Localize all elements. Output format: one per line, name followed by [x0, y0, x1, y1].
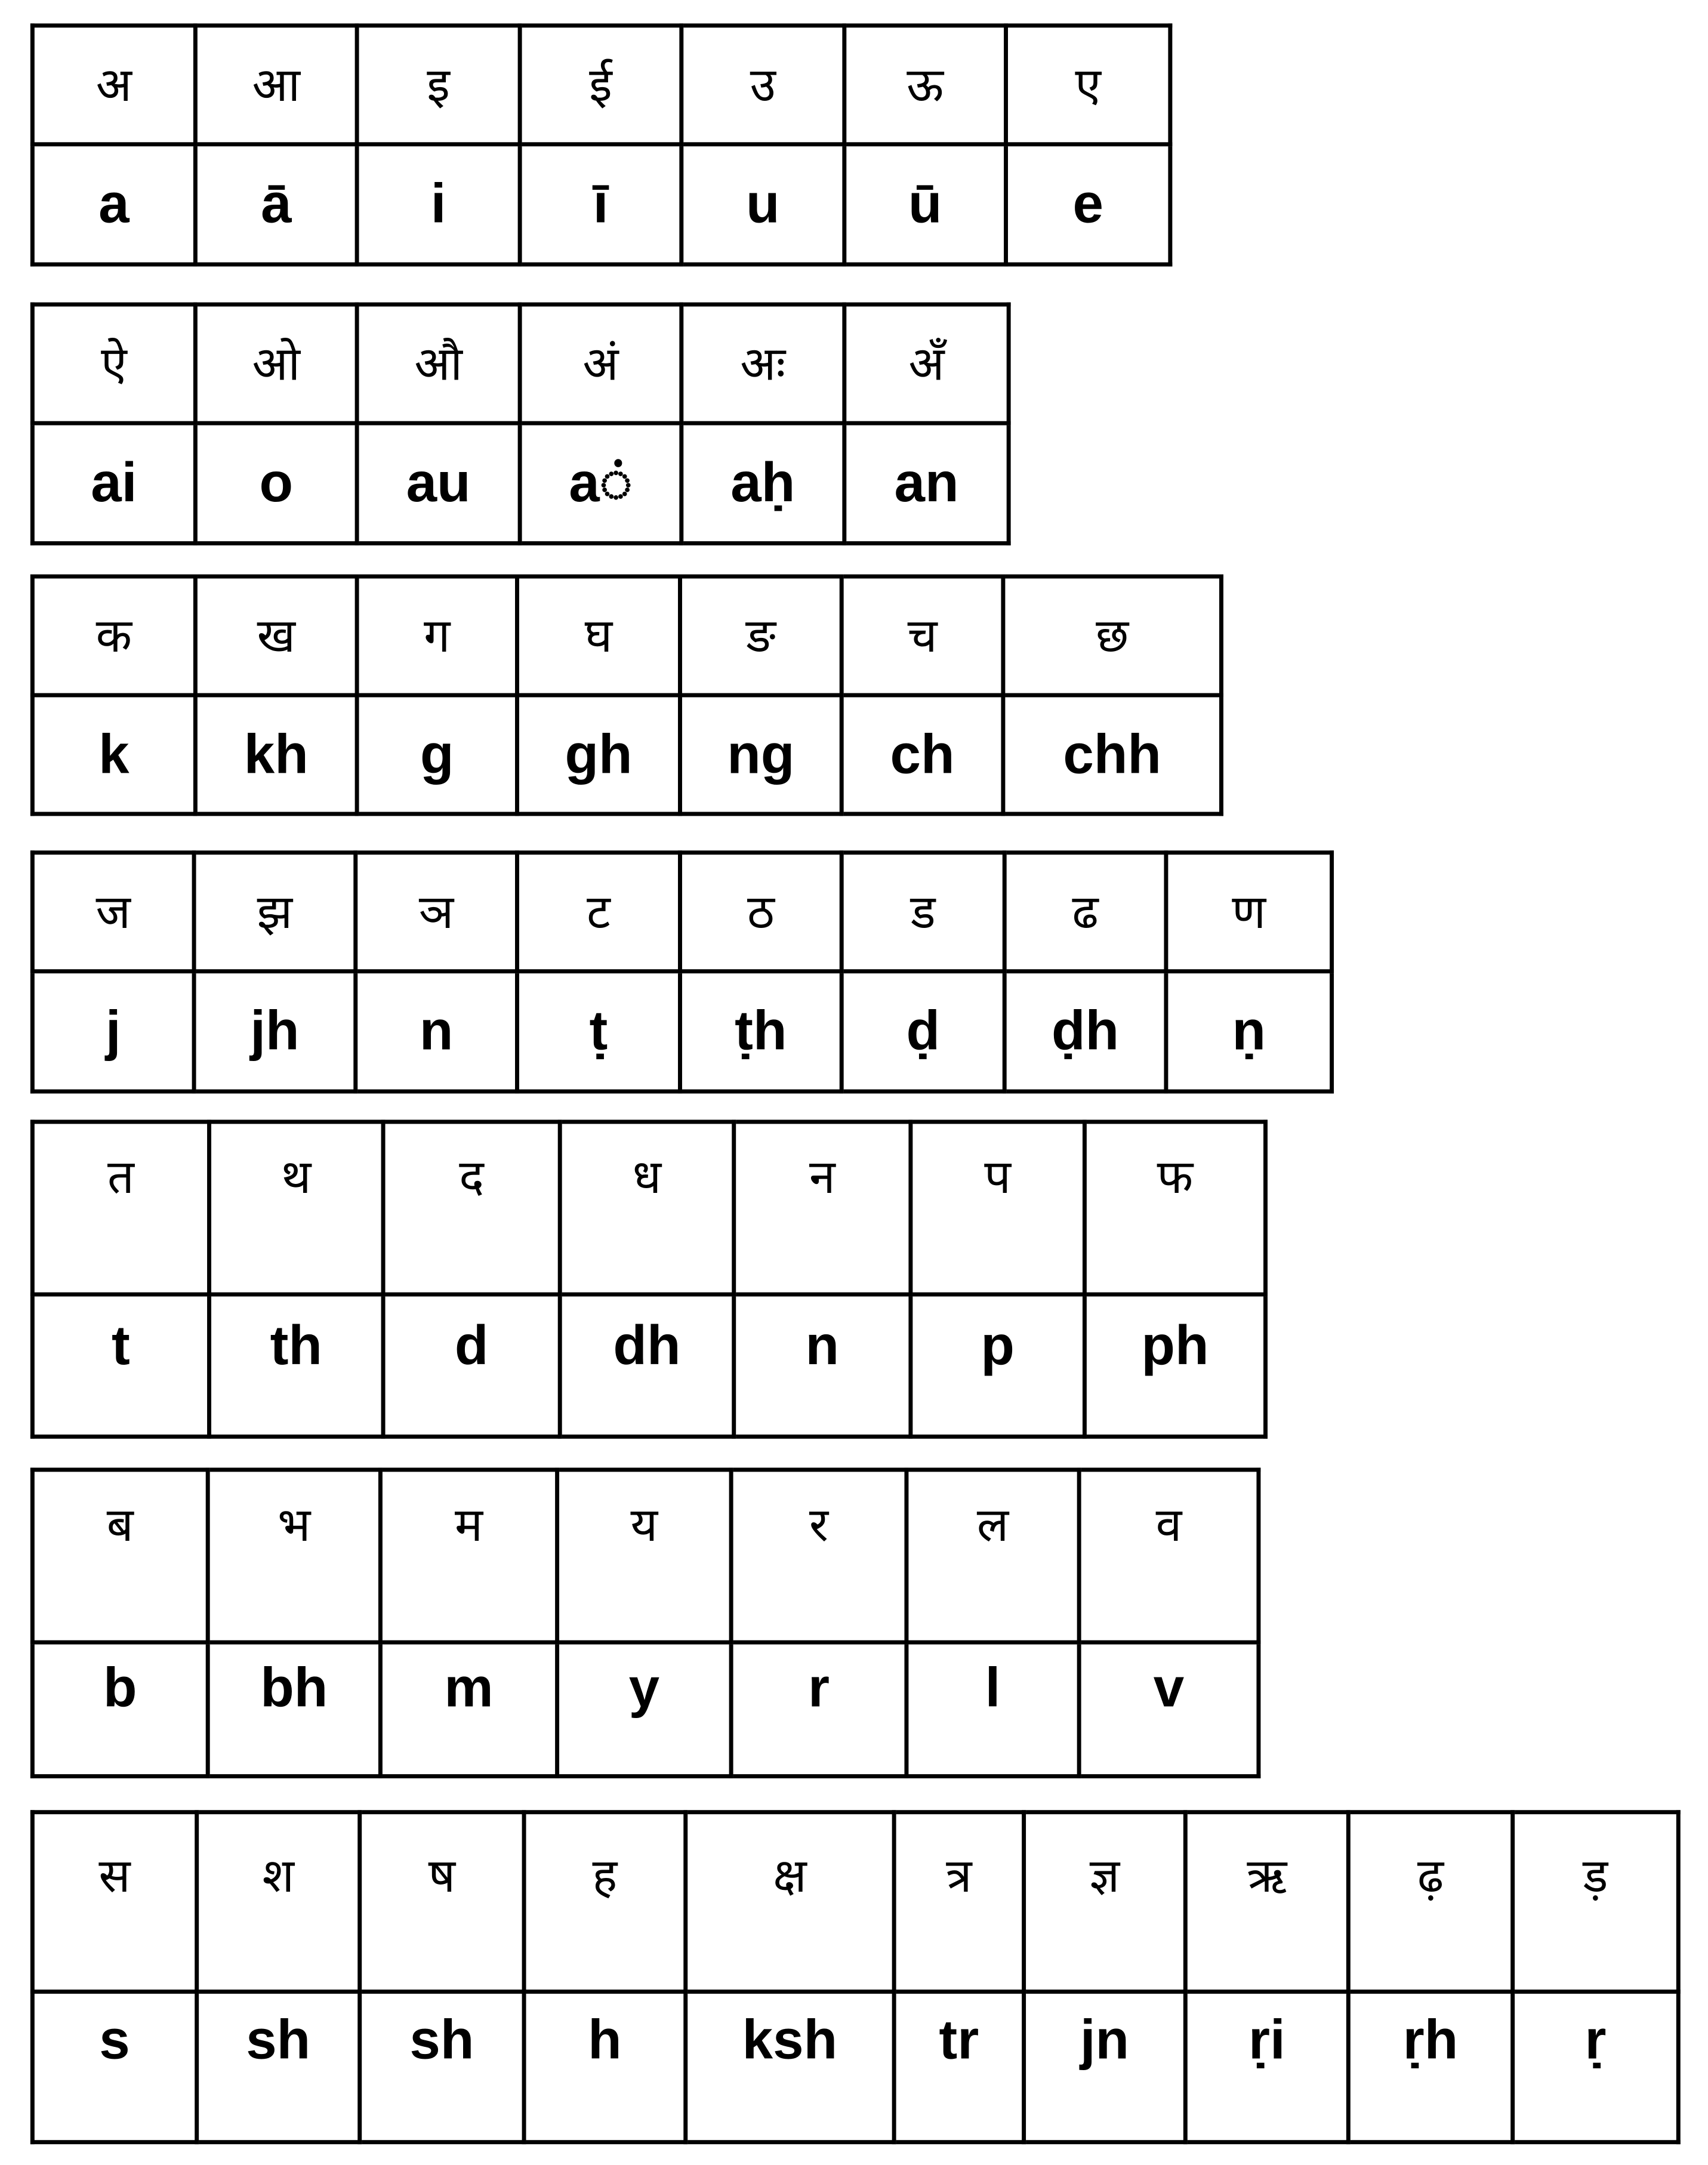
- devanagari-letter: व: [1079, 1470, 1259, 1642]
- devanagari-row: [32, 1122, 1265, 1294]
- transliteration: bh: [208, 1642, 380, 1776]
- transliteration: ai: [32, 423, 195, 543]
- group-consonants-5: [30, 1810, 1681, 2144]
- transliteration: kh: [195, 695, 357, 814]
- transliteration: ṭ: [517, 972, 680, 1091]
- devanagari-letter: ण: [1166, 853, 1332, 972]
- transliteration: au: [357, 423, 520, 543]
- devanagari-letter: ल: [907, 1470, 1079, 1642]
- devanagari-letter: फ: [1084, 1122, 1265, 1294]
- transliteration: y: [557, 1642, 732, 1776]
- devanagari-letter: क्ष: [686, 1812, 894, 1992]
- devanagari-letter: त: [32, 1122, 209, 1294]
- devanagari-letter: अः: [682, 304, 844, 423]
- transliteration: d: [383, 1294, 560, 1436]
- transliteration: chh: [1003, 695, 1222, 814]
- transliteration-row: [32, 1294, 1265, 1436]
- transliteration-row: [32, 695, 1221, 814]
- transliteration-row: [32, 1992, 1678, 2142]
- devanagari-letter: त्र: [894, 1812, 1023, 1992]
- transliteration: ṛi: [1185, 1992, 1348, 2142]
- transliteration: jh: [194, 972, 356, 1091]
- transliteration: ṭh: [680, 972, 841, 1091]
- transliteration: ḍ: [841, 972, 1004, 1091]
- devanagari-letter: ऊ: [844, 26, 1006, 144]
- devanagari-letter: ञ: [356, 853, 517, 972]
- devanagari-letter: ए: [1006, 26, 1170, 144]
- devanagari-letter: झ: [194, 853, 356, 972]
- devanagari-letter: ढ: [1004, 853, 1166, 972]
- transliteration: sh: [360, 1992, 524, 2142]
- transliteration: sh: [197, 1992, 360, 2142]
- transliteration: l: [907, 1642, 1079, 1776]
- devanagari-letter: थ: [209, 1122, 384, 1294]
- devanagari-letter: श: [197, 1812, 360, 1992]
- transliteration: an: [844, 423, 1009, 543]
- devanagari-letter: इ: [357, 26, 520, 144]
- transliteration: jn: [1024, 1992, 1186, 2142]
- transliteration: gh: [517, 695, 680, 814]
- devanagari-letter: र: [731, 1470, 907, 1642]
- devanagari-letter: अँ: [844, 304, 1009, 423]
- transliteration-row: [32, 144, 1170, 264]
- devanagari-letter: आ: [195, 26, 357, 144]
- devanagari-letter: अं: [520, 304, 682, 423]
- devanagari-row: [32, 576, 1221, 695]
- transliteration: b: [32, 1642, 208, 1776]
- devanagari-row: [32, 1812, 1678, 1992]
- devanagari-letter: क: [32, 576, 195, 695]
- devanagari-row: [32, 853, 1331, 972]
- transliteration: u: [682, 144, 844, 264]
- transliteration: k: [32, 695, 195, 814]
- transliteration: tr: [894, 1992, 1023, 2142]
- devanagari-row: [32, 1470, 1259, 1642]
- devanagari-letter: ई: [520, 26, 682, 144]
- devanagari-letter: ह: [524, 1812, 686, 1992]
- devanagari-letter: अ: [32, 26, 195, 144]
- transliteration: ā: [195, 144, 357, 264]
- group-consonants-1: [30, 574, 1223, 816]
- transliteration-row: [32, 423, 1009, 543]
- transliteration: aं: [520, 423, 682, 543]
- devanagari-letter: घ: [517, 576, 680, 695]
- devanagari-row: [32, 304, 1009, 423]
- transliteration: i: [357, 144, 520, 264]
- transliteration: n: [356, 972, 517, 1091]
- group-vowels-1: [30, 23, 1172, 266]
- transliteration-row: [32, 972, 1331, 1091]
- devanagari-letter: न: [734, 1122, 911, 1294]
- transliteration: ph: [1084, 1294, 1265, 1436]
- transliteration: aḥ: [682, 423, 844, 543]
- transliteration: e: [1006, 144, 1170, 264]
- transliteration: r: [731, 1642, 907, 1776]
- transliteration: ṇ: [1166, 972, 1332, 1091]
- transliteration: n: [734, 1294, 911, 1436]
- devanagari-letter: म: [380, 1470, 557, 1642]
- transliteration: ṛ: [1513, 1992, 1679, 2142]
- devanagari-letter: ड़: [1513, 1812, 1679, 1992]
- transliteration: v: [1079, 1642, 1259, 1776]
- transliteration: dh: [560, 1294, 734, 1436]
- devanagari-letter: ओ: [195, 304, 357, 423]
- transliteration: ng: [680, 695, 841, 814]
- devanagari-letter: ङ: [680, 576, 841, 695]
- transliteration: m: [380, 1642, 557, 1776]
- devanagari-letter: प: [911, 1122, 1085, 1294]
- devanagari-letter: ट: [517, 853, 680, 972]
- devanagari-letter: य: [557, 1470, 732, 1642]
- transliteration: s: [32, 1992, 196, 2142]
- transliteration: ū: [844, 144, 1006, 264]
- devanagari-letter: ब: [32, 1470, 208, 1642]
- devanagari-letter: ड: [841, 853, 1004, 972]
- transliteration: ī: [520, 144, 682, 264]
- devanagari-letter: ग: [357, 576, 517, 695]
- devanagari-letter: ऐ: [32, 304, 195, 423]
- devanagari-letter: ख: [195, 576, 357, 695]
- transliteration: t: [32, 1294, 209, 1436]
- group-consonants-4: [30, 1467, 1261, 1778]
- transliteration: ksh: [686, 1992, 894, 2142]
- transliteration: ṛh: [1348, 1992, 1512, 2142]
- devanagari-row: [32, 26, 1170, 144]
- devanagari-letter: ज्ञ: [1024, 1812, 1186, 1992]
- devanagari-letter: छ: [1003, 576, 1222, 695]
- transliteration: o: [195, 423, 357, 543]
- group-vowels-2: [30, 303, 1011, 545]
- transliteration: g: [357, 695, 517, 814]
- devanagari-letter: भ: [208, 1470, 380, 1642]
- transliteration-row: [32, 1642, 1259, 1776]
- devanagari-letter: ढ़: [1348, 1812, 1512, 1992]
- transliteration: h: [524, 1992, 686, 2142]
- devanagari-letter: च: [841, 576, 1003, 695]
- group-consonants-3: [30, 1119, 1268, 1438]
- devanagari-letter: द: [383, 1122, 560, 1294]
- transliteration: ch: [841, 695, 1003, 814]
- devanagari-letter: ध: [560, 1122, 734, 1294]
- devanagari-letter: औ: [357, 304, 520, 423]
- transliteration: p: [911, 1294, 1085, 1436]
- transliteration: a: [32, 144, 195, 264]
- devanagari-letter: उ: [682, 26, 844, 144]
- devanagari-letter: स: [32, 1812, 196, 1992]
- devanagari-letter: ऋ: [1185, 1812, 1348, 1992]
- devanagari-letter: ठ: [680, 853, 841, 972]
- devanagari-letter: ष: [360, 1812, 524, 1992]
- transliteration: ḍh: [1004, 972, 1166, 1091]
- transliteration: th: [209, 1294, 384, 1436]
- transliteration: j: [32, 972, 194, 1091]
- devanagari-letter: ज: [32, 853, 194, 972]
- group-consonants-2: [30, 850, 1334, 1093]
